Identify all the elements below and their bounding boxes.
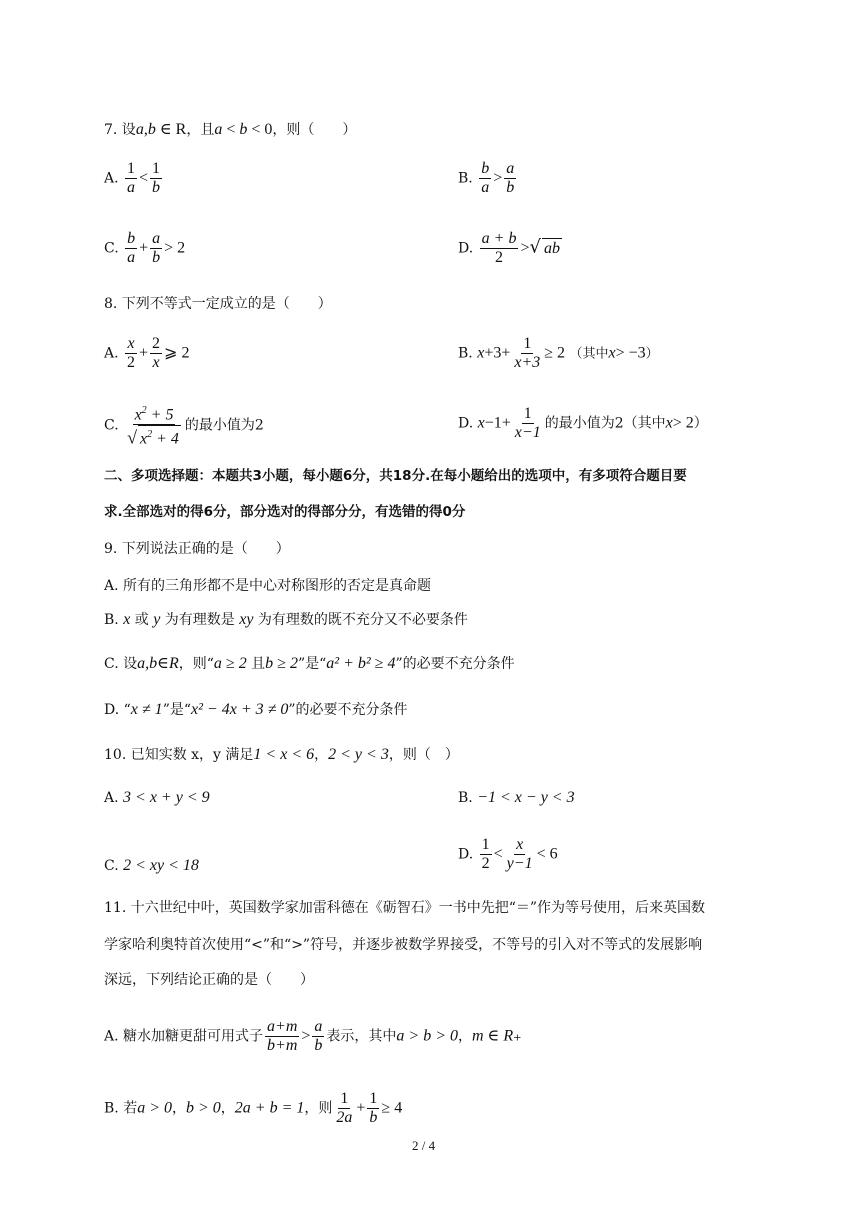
q9-stem: 9. 下列说法正确的是（ ） xyxy=(104,541,290,557)
q9-option-b xyxy=(104,610,468,630)
q9-d-post: ”的必要不充分条件 xyxy=(288,702,408,718)
q9-b-or: 或 xyxy=(130,612,154,628)
q11-b-den1: 2a xyxy=(336,1109,353,1126)
q9-c-mid1: ，则“ xyxy=(178,656,214,672)
q9-option-d xyxy=(104,700,408,720)
q9-b-mid: 为有理数是 xyxy=(160,612,240,628)
section2-line1: 二、多项选择题：本题共3小题，每小题6分，共18分.在每小题给出的选项中，有多项符合题目要 xyxy=(104,468,687,484)
q10-stem xyxy=(104,745,459,765)
q11-line3: 深远，下列结论正确的是（ ） xyxy=(104,972,314,988)
q11-b-den2: b xyxy=(369,1109,378,1126)
q10-c-expr: 2 < xy < 18 xyxy=(123,857,199,874)
q7-option-d: D. $\frac{a + b}{2}$ >√ ab xyxy=(458,230,560,266)
section2-line2: 求.全部选对的得6分，部分选对的得部分分，有选错的得0分 xyxy=(104,504,466,520)
q10-d-left-num: 1 xyxy=(481,836,490,853)
q10-d-label: D. xyxy=(458,846,474,863)
q10-d-right: < 6 xyxy=(536,845,558,863)
q11-b-ge: ≥ 4 xyxy=(381,1099,403,1117)
q10-a-label: A. xyxy=(104,790,119,806)
q11-b-plus: + xyxy=(356,1099,366,1117)
q10-b-expr: −1 < x − y < 3 xyxy=(477,789,575,806)
q10-stem-suffix: ，则（ ） xyxy=(388,747,459,763)
q11-b-then: ，则 xyxy=(304,1100,333,1117)
q11-a-cond: a > b > 0 xyxy=(396,1027,458,1045)
q10-condition-2: 2 < y < 3 xyxy=(328,746,389,763)
q11-a-den1: b+m xyxy=(267,1037,298,1054)
q9-d-prefix: D. “ xyxy=(104,702,131,718)
q8-option-a: A. $\frac{x}{2}$ + $\frac{2}{x}$ ⩾ 2 xyxy=(104,335,190,371)
q8-option-c: C. $\frac{x^2 + 5}{√ x^2 + 4}$ 的最小值为2 xyxy=(104,402,264,449)
q11-a-prefix: A. 糖水加糖更甜可用式子 xyxy=(104,1028,264,1045)
q10-stem-sep: ， xyxy=(314,747,329,763)
q7-option-c: C. $\frac{b}{a}$ + $\frac{a}{b}$ > 2 xyxy=(104,230,186,266)
q11-option-b: B. 若a > 0，b > 0，2a + b = 1，则 $\frac{1}{2a}$ + $\frac{1}{b}$ ≥ 4 xyxy=(104,1090,403,1126)
q9-d-poly: x² − 4x + 3 ≠ 0 xyxy=(191,701,289,718)
q9-b-post: 为有理数的既不充分又不必要条件 xyxy=(253,612,468,628)
q10-c-label: C. xyxy=(104,858,119,874)
q11-b-c3: 2a + b = 1 xyxy=(234,1099,305,1117)
q9-c-ab: a,b∈R xyxy=(137,655,179,672)
q10-d-mid-den: y−1 xyxy=(506,855,533,872)
q11-a-mid: 表示，其中 xyxy=(326,1028,397,1045)
q11-a-gt: > xyxy=(301,1027,311,1045)
q10-a-expr: 3 < x + y < 9 xyxy=(123,789,210,806)
q10-d-left-den: 2 xyxy=(481,855,490,872)
q9-option-c xyxy=(104,654,515,674)
q10-option-d: D. $\frac{1}{2}$ < $\frac{x}{y-1}$ < 6 xyxy=(458,836,558,872)
q11-a-num2: a xyxy=(314,1018,323,1035)
q9-c-mid2: ”是“ xyxy=(297,656,327,672)
q11-line2: 学家哈利奥特首次使用“<”和“>”符号，并逐步被数学界接受，不等号的引入对不等式的发展影响 xyxy=(104,937,703,953)
q7-option-b: B. $\frac{b}{a}$ > $\frac{a}{b}$ xyxy=(458,160,515,196)
q9-b-prefix: B. xyxy=(104,612,124,628)
q11-a-num1: a+m xyxy=(267,1018,298,1035)
q9-c-b: b ≥ 2 xyxy=(265,655,298,672)
q9-option-a: A. 所有的三角形都不是中心对称图形的否定是真命题 xyxy=(104,578,432,594)
q9-b-x: x xyxy=(123,611,131,628)
q9-c-a: a ≥ 2 xyxy=(213,655,247,672)
q9-c-cond: a² + b² ≥ 4 xyxy=(326,655,396,672)
q8-option-d: D. x−1+ $\frac{1}{x-1}$ 的最小值为2（其中x> 2） xyxy=(458,405,708,441)
q9-c-and: 且 xyxy=(246,656,266,672)
q7-option-a: A. $\frac{1}{a}$ < $\frac{1}{b}$ xyxy=(104,160,161,196)
q7-stem: 7. 设a,b ∈ R，且a < b < 0，则（ ） xyxy=(104,121,357,138)
q10-d-mid-num: x xyxy=(516,836,524,853)
q11-b-c1: a > 0 xyxy=(137,1099,172,1117)
q11-line1: 11. 十六世纪中叶，英国数学家加雷科德在《砺智石》一书中先把“＝”作为等号使用，后来英国数 xyxy=(104,900,706,916)
q11-a-den2: b xyxy=(314,1037,323,1054)
q11-b-num1: 1 xyxy=(340,1090,349,1107)
q9-d-mid: ”是“ xyxy=(162,702,192,718)
page-number: 2 / 4 xyxy=(412,1138,436,1153)
q11-b-c2: b > 0 xyxy=(186,1099,221,1117)
q10-stem-prefix: 10. 已知实数 x，y 满足 xyxy=(104,747,254,763)
q8-stem: 8. 下列不等式一定成立的是（ ） xyxy=(104,296,332,312)
q10-option-b xyxy=(458,788,575,808)
q11-a-m: m ∈ R₊ xyxy=(472,1027,522,1045)
q9-c-prefix: C. 设 xyxy=(104,656,138,672)
q9-b-y: y xyxy=(153,611,161,628)
q11-b-prefix: B. 若 xyxy=(104,1100,138,1117)
q10-b-label: B. xyxy=(458,790,473,806)
q11-option-a xyxy=(104,1018,522,1055)
q10-condition-1: 1 < x < 6 xyxy=(253,746,315,763)
q10-option-a xyxy=(104,788,210,808)
q10-option-c xyxy=(104,856,199,876)
q11-a-sep: ， xyxy=(458,1028,472,1045)
q9-b-xy: xy xyxy=(239,611,254,628)
q11-b-num2: 1 xyxy=(369,1090,378,1107)
q9-c-post: ”的必要不充分条件 xyxy=(395,656,515,672)
q8-option-b: B. x+3+ $\frac{1}{x+3}$ ≥ 2 （其中x> −3） xyxy=(458,335,659,371)
q9-d-x: x ≠ 1 xyxy=(130,701,163,718)
